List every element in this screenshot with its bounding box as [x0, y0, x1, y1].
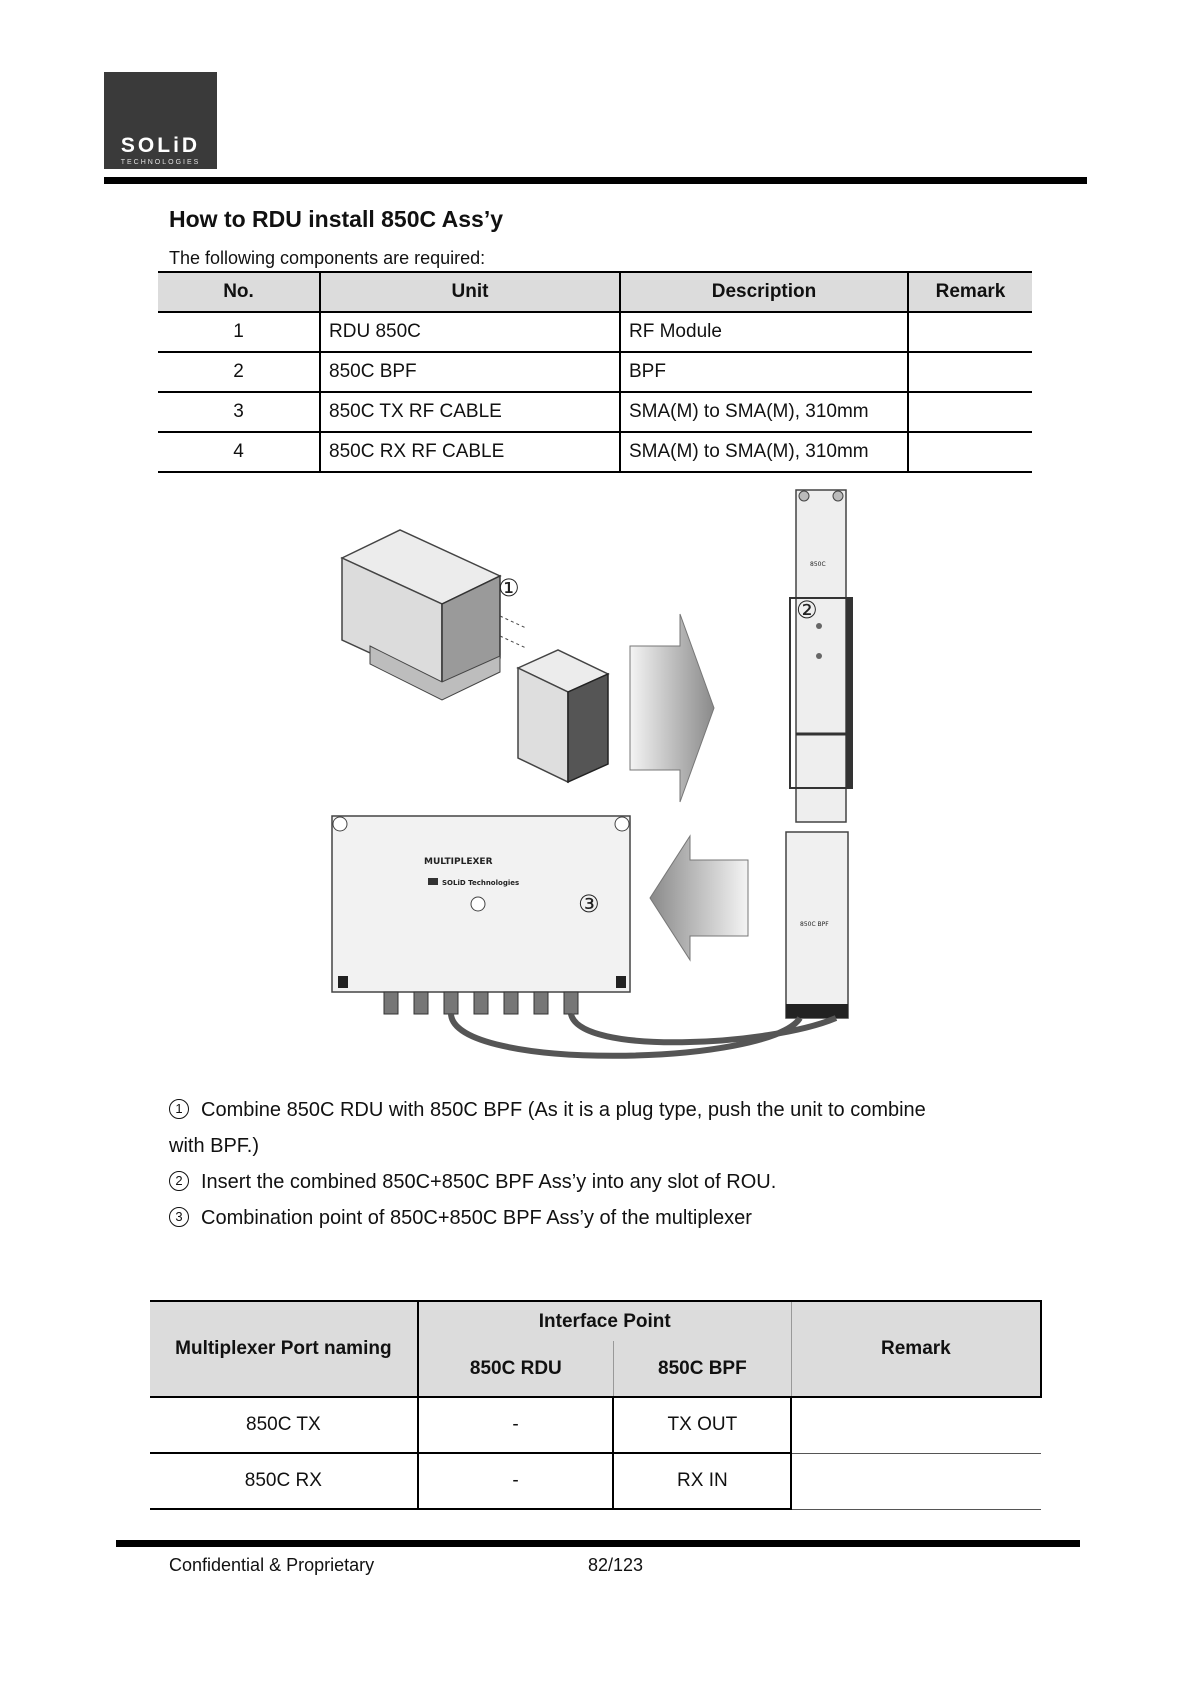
header-rule [104, 177, 1087, 184]
bpf-label: 850C BPF [800, 921, 829, 928]
bpf-module-drawing [786, 490, 853, 1018]
table-row [150, 1397, 1041, 1453]
table-header-row [150, 1301, 1041, 1341]
note-item [169, 1092, 1049, 1128]
cell-remark [908, 432, 1032, 472]
cell-port: 850C RX [150, 1453, 418, 1509]
col-header-remark: Remark [908, 272, 1032, 312]
figure-callout-2: ② [796, 596, 818, 624]
cell-bpf: RX IN [613, 1453, 791, 1509]
arrow-right-graphic [630, 614, 714, 802]
installation-diagram [330, 486, 860, 1076]
col-header-850c-rdu: 850C RDU [418, 1341, 614, 1397]
note-marker: 3 [169, 1207, 189, 1227]
logo-text: SOLiD [120, 134, 201, 157]
col-header-description: Description [620, 272, 908, 312]
table-header-row [158, 272, 1032, 312]
cell-remark [791, 1397, 1041, 1453]
col-header-interface-point: Interface Point [418, 1301, 792, 1341]
cell-rdu: - [418, 1397, 614, 1453]
cell-unit: 850C BPF [320, 352, 620, 392]
cell-bpf: TX OUT [613, 1397, 791, 1453]
components-table [158, 271, 1032, 473]
interface-table [150, 1300, 1042, 1510]
rdu-module-drawing [342, 530, 608, 782]
cell-unit: 850C RX RF CABLE [320, 432, 620, 472]
footer-rule [116, 1540, 1080, 1547]
note-text: Combination point of 850C+850C BPF Ass’y of the multiplexer [201, 1207, 752, 1229]
cell-rdu: - [418, 1453, 614, 1509]
rdu-label: 850C [810, 561, 826, 568]
cell-description: BPF [620, 352, 908, 392]
figure-callout-1: ① [498, 574, 520, 602]
col-header-port-naming: Multiplexer Port naming [150, 1301, 418, 1397]
cell-port: 850C TX [150, 1397, 418, 1453]
cell-no: 2 [158, 352, 320, 392]
cell-description: RF Module [620, 312, 908, 352]
cell-unit: RDU 850C [320, 312, 620, 352]
multiplexer-drawing [332, 816, 836, 1056]
cell-no: 4 [158, 432, 320, 472]
table-row [158, 352, 1032, 392]
note-text: Insert the combined 850C+850C BPF Ass’y into any slot of ROU. [201, 1171, 777, 1193]
cell-unit: 850C TX RF CABLE [320, 392, 620, 432]
note-marker: 1 [169, 1099, 189, 1119]
page-number: 82/123 [588, 1555, 644, 1575]
cell-no: 1 [158, 312, 320, 352]
multiplexer-label: MULTIPLEXER [424, 857, 493, 867]
cell-remark [908, 392, 1032, 432]
table-row [158, 432, 1032, 472]
installation-notes [169, 1092, 1049, 1236]
cell-remark [908, 312, 1032, 352]
col-header-no: No. [158, 272, 320, 312]
note-item [169, 1200, 1049, 1236]
cell-remark [791, 1453, 1041, 1509]
cell-description: SMA(M) to SMA(M), 310mm [620, 432, 908, 472]
table-row [158, 312, 1032, 352]
note-text: Combine 850C RDU with 850C BPF (As it is a plug type, push the unit to combine [201, 1099, 926, 1121]
table-row [158, 392, 1032, 432]
cell-description: SMA(M) to SMA(M), 310mm [620, 392, 908, 432]
table-row [150, 1453, 1041, 1509]
col-header-unit: Unit [320, 272, 620, 312]
intro-text: The following components are required: [169, 248, 486, 268]
arrow-left-graphic [650, 836, 748, 960]
page-title: How to RDU install 850C Ass’y [169, 206, 504, 232]
multiplexer-brand: SOLiD Technologies [442, 879, 520, 887]
note-item [169, 1164, 1049, 1200]
cell-remark [908, 352, 1032, 392]
col-header-850c-bpf: 850C BPF [613, 1341, 791, 1397]
cell-no: 3 [158, 392, 320, 432]
figure-callout-3: ③ [578, 890, 600, 918]
footer-confidential: Confidential & Proprietary [169, 1555, 375, 1575]
logo-subtext: TECHNOLOGIES [120, 159, 201, 166]
col-header-remark: Remark [791, 1301, 1041, 1397]
note-marker: 2 [169, 1171, 189, 1191]
note-continuation: with BPF.) [169, 1135, 260, 1157]
